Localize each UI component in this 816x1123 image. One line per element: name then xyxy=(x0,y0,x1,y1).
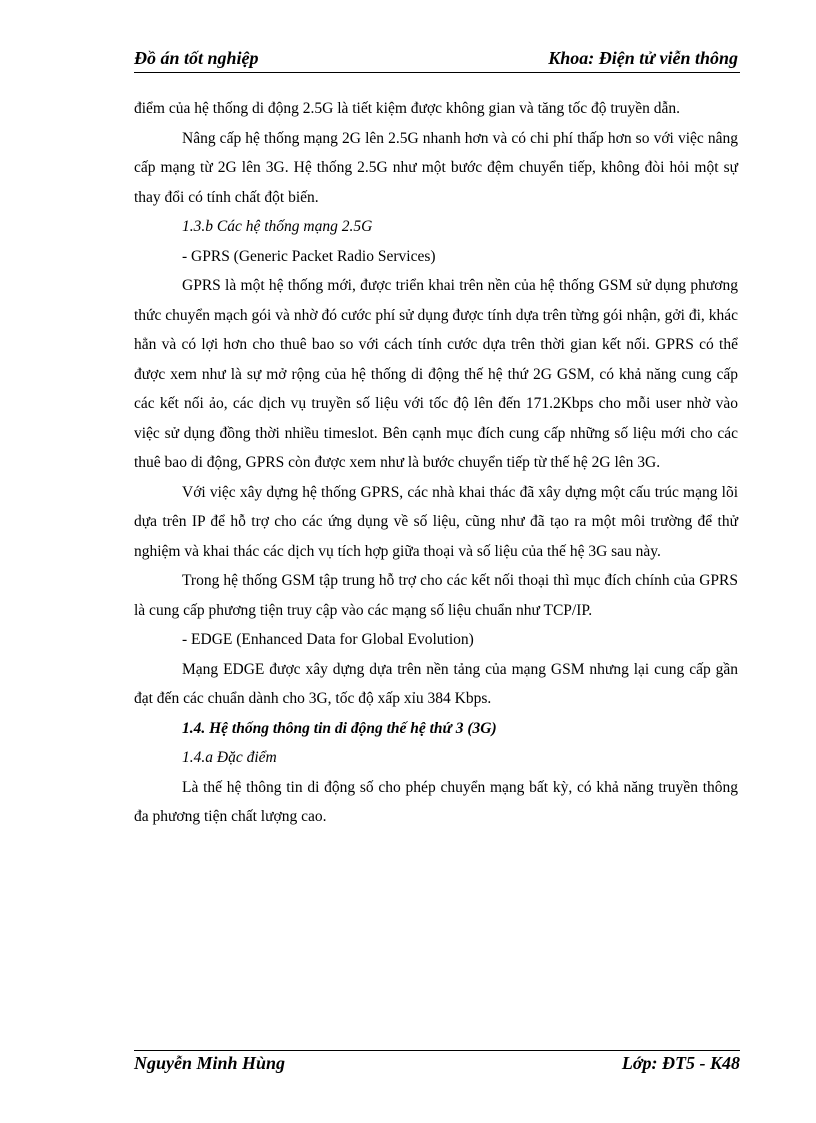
paragraph: Trong hệ thống GSM tập trung hỗ trợ cho các kết nối thoại thì mục đích chính của GPRS là cung cấp phương tiện truy cập vào các mạng số liệu chuẩn như TCP/IP. xyxy=(134,572,738,619)
list-item-gprs: - GPRS (Generic Packet Radio Services) xyxy=(182,247,436,265)
paragraph: Nâng cấp hệ thống mạng 2G lên 2.5G nhanh hơn và có chi phí thấp hơn so với việc nâng cấp mạng từ 2G lên 3G. Hệ thống 2.5G như một bước đệm chuyển tiếp, không đòi hỏi một sự thay đổi có tính chất đột biến. xyxy=(134,129,738,206)
subsection-heading: 1.4.a Đặc điểm xyxy=(182,749,277,766)
paragraph: Là thế hệ thông tin di động số cho phép chuyển mạng bất kỳ, có khả năng truyền thông đa phương tiện chất lượng cao. xyxy=(134,778,738,825)
list-item-edge: - EDGE (Enhanced Data for Global Evolution) xyxy=(182,631,474,648)
header-title: Đồ án tốt nghiệp xyxy=(134,48,259,68)
footer-class: Lớp: ĐT5 - K48 xyxy=(621,1053,740,1073)
page-body xyxy=(134,94,738,832)
subsection-heading: 1.3.b Các hệ thống mạng 2.5G xyxy=(182,218,373,235)
paragraph-continuation: điểm của hệ thống di động 2.5G là tiết kiệm được không gian và tăng tốc độ truyền dẫn. xyxy=(134,100,681,117)
page-header xyxy=(134,48,740,73)
section-heading: 1.4. Hệ thống thông tin di động thế hệ thứ 3 (3G) xyxy=(182,719,497,737)
paragraph: Mạng EDGE được xây dựng dựa trên nền tảng của mạng GSM nhưng lại cung cấp gần đạt đến các chuẩn dành cho 3G, tốc độ xấp xỉu 384 Kbps. xyxy=(134,660,738,707)
paragraph: Với việc xây dựng hệ thống GPRS, các nhà khai thác đã xây dựng một cấu trúc mạng lõi dựa trên IP để hỗ trợ cho các ứng dụng về số liệu, cũng như đã tạo ra một môi trường để thử nghiệm và khai thác các dịch vụ tích hợp giữa thoại và số liệu của thế hệ 3G sau này. xyxy=(134,483,738,560)
header-department: Khoa: Điện tử viễn thông xyxy=(548,48,738,68)
paragraph: GPRS là một hệ thống mới, được triển khai trên nền của hệ thống GSM sử dụng phương thức chuyển mạch gói và nhờ đó cước phí sử dụng được tính dựa trên từng gói nhận, gởi đi, khác hẳn và có lợi hơn cho thuê bao so với cách tính cước dựa trên thời gian kết nối. GPRS có thể được xem như là sự mở rộng của hệ thống di động thế hệ thứ 2G GSM, có khả năng cung cấp các kết nối ảo, các dịch vụ truyền số liệu với tốc độ lên đến 171.2Kbps cho mỗi user nhờ vào việc sử dụng đồng thời nhiều timeslot. Bên cạnh mục đích cung cấp những số liệu mới cho các thuê bao di động, GPRS còn được xem như là bước chuyển tiếp từ thế hệ 2G lên 3G. xyxy=(134,277,738,471)
footer-author: Nguyễn Minh Hùng xyxy=(134,1053,286,1073)
page-footer xyxy=(134,1050,740,1079)
